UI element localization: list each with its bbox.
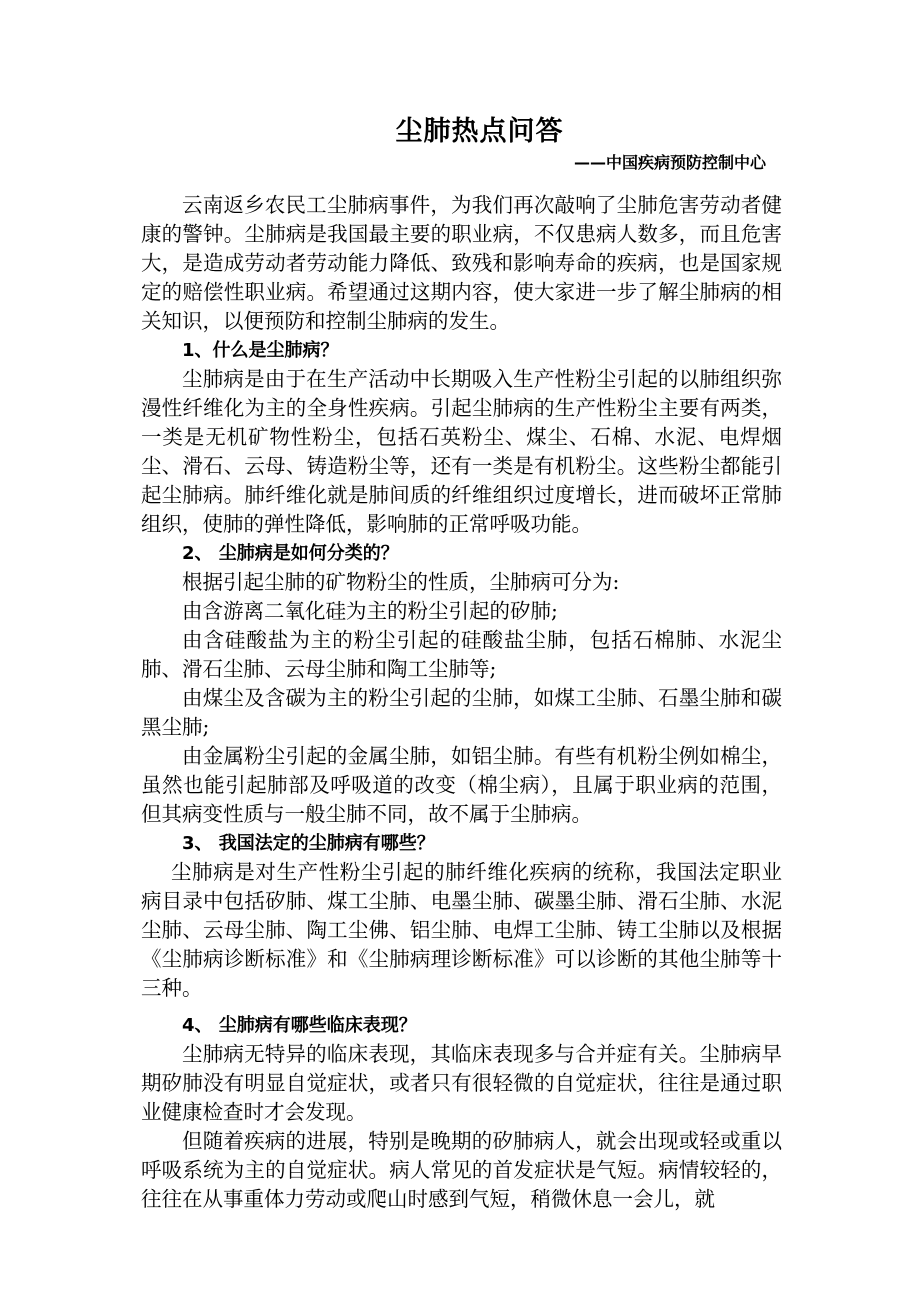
question-3-heading: 3、 我国法定的尘肺病有哪些？ <box>182 833 435 854</box>
document-page <box>141 112 782 1214</box>
document-source: ——中国疾病预防控制中心 <box>573 153 766 172</box>
question-4-continued: 但随着疾病的进展，特别是晚期的矽肺病人，就会出现或轻或重以呼吸系统为主的自觉症状。病人常见的首发症状是气短。病情较轻的，往往在从事重体力劳动或爬山时感到气短，稍微休息一会儿，就 <box>141 1129 782 1211</box>
question-3-answer: 尘肺病是对生产性粉尘引起的肺纤维化疾病的统称，我国法定职业病目录中包括矽肺、煤工尘肺、电墨尘肺、碳墨尘肺、滑石尘肺、水泥尘肺、云母尘肺、陶工尘佛、铝尘肺、电焊工尘肺、铸工尘肺以及根据《尘肺病诊断标准》和《尘肺病理诊断标准》可以诊断的其他尘肺等十三种。 <box>141 860 782 1000</box>
question-2-item-metal: 由金属粉尘引起的金属尘肺，如铝尘肺。有些有机粉尘例如棉尘，虽然也能引起肺部及呼吸道的改变（棉尘病），且属于职业病的范围，但其病变性质与一般尘肺不同，故不属于尘肺病。 <box>141 744 782 826</box>
question-2-item-silicosis: 由含游离二氧化硅为主的粉尘引起的矽肺; <box>182 599 558 623</box>
question-1-answer: 尘肺病是由于在生产活动中长期吸入生产性粉尘引起的以肺组织弥漫性纤维化为主的全身性疾病。引起尘肺病的生产性粉尘主要有两类，一类是无机矿物性粉尘，包括石英粉尘、煤尘、石棉、水泥、电焊烟尘、滑石、云母、铸造粉尘等，还有一类是有机粉尘。这些粉尘都能引起尘肺病。肺纤维化就是肺间质的纤维组织过度增长，进而破坏正常肺组织，使肺的弹性降低，影响肺的正常呼吸功能。 <box>141 367 782 536</box>
question-2-heading: 2、 尘肺病是如何分类的？ <box>182 543 399 564</box>
question-4-heading: 4、 尘肺病有哪些临床表现？ <box>182 1015 417 1036</box>
document-title: 尘肺热点问答 <box>395 116 564 147</box>
question-2-item-silicate: 由含硅酸盐为主的粉尘引起的硅酸盐尘肺，包括石棉肺、水泥尘肺、滑石尘肺、云母尘肺和陶工尘肺等; <box>141 628 782 681</box>
question-1-heading: 1、什么是尘肺病？ <box>182 340 339 361</box>
intro-paragraph: 云南返乡农民工尘肺病事件，为我们再次敲响了尘肺危害劳动者健康的警钟。尘肺病是我国最主要的职业病，不仅患病人数多，而且危害大，是造成劳动者劳动能力降低、致残和影响寿命的疾病，也是国家规定的赔偿性职业病。希望通过这期内容，使大家进一步了解尘肺病的相关知识，以便预防和控制尘肺病的发生。 <box>141 193 782 333</box>
question-4-answer: 尘肺病无特异的临床表现，其临床表现多与合并症有关。尘肺病早期矽肺没有明显自觉症状，或者只有很轻微的自觉症状，往往是通过职业健康检查时才会发现。 <box>141 1042 782 1124</box>
question-2-item-coal: 由煤尘及含碳为主的粉尘引起的尘肺，如煤工尘肺、石墨尘肺和碳黑尘肺; <box>141 686 782 739</box>
question-2-intro: 根据引起尘肺的矿物粉尘的性质，尘肺病可分为: <box>182 570 620 594</box>
